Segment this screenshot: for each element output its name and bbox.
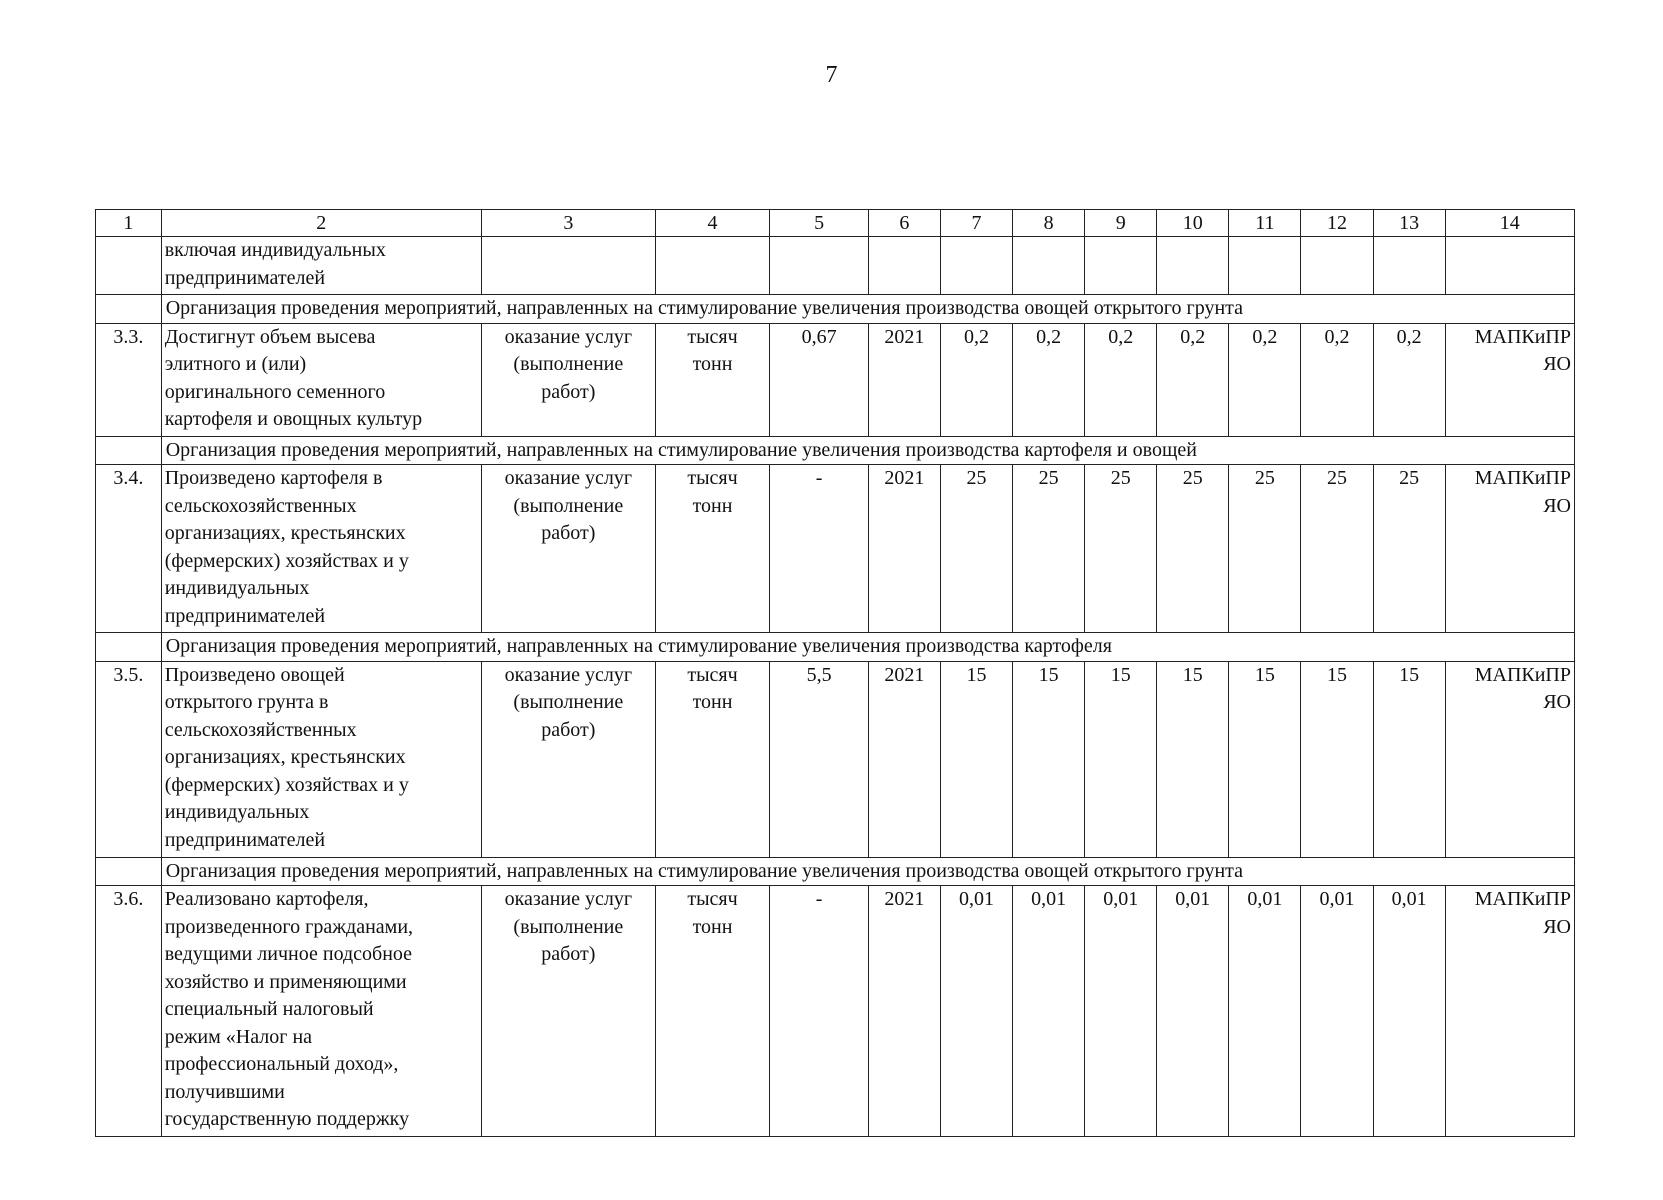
value-cell: 0,01	[1229, 886, 1301, 1137]
text-line: государственную поддержку	[164, 1108, 410, 1130]
cell	[1229, 237, 1301, 295]
text-line: индивидуальных	[164, 577, 310, 599]
text-line: предпринимателей	[164, 266, 326, 289]
column-number: 2	[161, 210, 481, 237]
value-cell: 15	[1157, 661, 1229, 857]
text-line: МАПКиПР	[1474, 663, 1571, 686]
indicator-type	[481, 886, 655, 1137]
text-line: тысяч	[687, 663, 738, 686]
text-line: (фермерских) хозяйствах и у	[164, 549, 409, 572]
unit	[655, 661, 770, 857]
column-number: 9	[1085, 210, 1157, 237]
responsible-org	[1445, 323, 1574, 436]
column-number: 6	[868, 210, 940, 237]
indicator-type	[481, 323, 655, 436]
table-row	[96, 465, 1575, 633]
text-line: работ)	[541, 943, 596, 965]
text-line: Достигнут объем высева	[164, 325, 376, 348]
base-year: 2021	[868, 661, 940, 857]
column-number-row	[96, 210, 1575, 237]
text-line: ЯО	[1543, 353, 1571, 375]
indicator-name	[161, 237, 481, 295]
text-line: МАПКиПР	[1474, 325, 1571, 348]
text-line: оказание услуг	[504, 467, 633, 489]
value-cell: 15	[1013, 661, 1085, 857]
unit	[655, 886, 770, 1137]
row-number-cell	[96, 633, 162, 662]
value-cell: 15	[1301, 661, 1373, 857]
cell	[1085, 237, 1157, 295]
responsible-org	[1445, 886, 1574, 1137]
text-line: произведенного гражданами,	[164, 915, 414, 938]
section-title: Организация проведения мероприятий, направленных на стимулирование увеличения производства овощей открытого грунта	[161, 295, 1574, 324]
text-line: оказание услуг	[504, 663, 633, 686]
text-line: организациях, крестьянских	[164, 522, 406, 544]
text-line: Произведено картофеля в	[164, 467, 383, 489]
table-row	[96, 661, 1575, 857]
cell	[1373, 237, 1445, 295]
text-line: индивидуальных	[164, 801, 310, 823]
text-line: элитного и (или)	[164, 353, 307, 375]
text-line: (выполнение	[513, 915, 624, 938]
text-line: оригинального семенного	[164, 380, 386, 403]
section-title: Организация проведения мероприятий, направленных на стимулирование увеличения производства картофеля и овощей	[161, 436, 1574, 465]
value-cell: 15	[1085, 661, 1157, 857]
text-line: работ)	[541, 522, 596, 544]
section-row	[96, 436, 1575, 465]
text-line: ЯО	[1543, 691, 1571, 713]
value-cell: 0,2	[1157, 323, 1229, 436]
text-line: профессиональный доход»,	[164, 1053, 399, 1075]
text-line: (фермерских) хозяйствах и у	[164, 773, 409, 796]
text-line: Реализовано картофеля,	[164, 888, 369, 910]
text-line: открытого грунта в	[164, 691, 329, 713]
section-row	[96, 633, 1575, 662]
base-year: 2021	[868, 465, 940, 633]
indicator-type	[481, 661, 655, 857]
text-line: сельскохозяйственных	[164, 494, 357, 517]
column-number: 12	[1301, 210, 1373, 237]
row-number-cell	[96, 857, 162, 886]
text-line: (выполнение	[513, 494, 624, 517]
text-line: картофеля и овощных культур	[164, 408, 423, 430]
text-line: предпринимателей	[164, 828, 326, 851]
text-line: оказание услуг	[504, 325, 633, 348]
table-row	[96, 886, 1575, 1137]
text-line: включая индивидуальных	[164, 239, 386, 261]
base-year: 2021	[868, 323, 940, 436]
base-value: 0,67	[770, 323, 869, 436]
value-cell: 0,2	[1013, 323, 1085, 436]
value-cell: 25	[940, 465, 1012, 633]
column-number: 1	[96, 210, 162, 237]
text-line: тонн	[692, 353, 733, 375]
cell	[1013, 237, 1085, 295]
column-number: 7	[940, 210, 1012, 237]
value-cell: 25	[1157, 465, 1229, 633]
value-cell: 25	[1085, 465, 1157, 633]
text-line: тысяч	[687, 325, 738, 348]
indicator-type	[481, 465, 655, 633]
value-cell: 0,01	[1157, 886, 1229, 1137]
value-cell: 0,2	[1085, 323, 1157, 436]
base-year: 2021	[868, 886, 940, 1137]
text-line: режим «Налог на	[164, 1025, 313, 1048]
text-line: тысяч	[687, 467, 738, 489]
row-number: 3.5.	[96, 661, 162, 857]
section-title: Организация проведения мероприятий, направленных на стимулирование увеличения производства картофеля	[161, 633, 1574, 662]
table-row	[96, 323, 1575, 436]
value-cell: 0,2	[1373, 323, 1445, 436]
value-cell: 0,01	[940, 886, 1012, 1137]
text-line: оказание услуг	[504, 888, 633, 910]
indicators-table	[95, 209, 1575, 1137]
value-cell: 15	[940, 661, 1012, 857]
value-cell: 0,01	[1373, 886, 1445, 1137]
row-number-cell	[96, 295, 162, 324]
cell	[1157, 237, 1229, 295]
text-line: организациях, крестьянских	[164, 746, 406, 768]
indicator-name	[161, 886, 481, 1137]
responsible-org	[1445, 465, 1574, 633]
unit	[655, 465, 770, 633]
row-number: 3.4.	[96, 465, 162, 633]
text-line: тысяч	[687, 888, 738, 910]
text-line: предпринимателей	[164, 604, 326, 627]
value-cell: 25	[1229, 465, 1301, 633]
value-cell: 0,2	[1301, 323, 1373, 436]
column-number: 11	[1229, 210, 1301, 237]
indicator-name	[161, 323, 481, 436]
value-cell: 25	[1373, 465, 1445, 633]
text-line: тонн	[692, 691, 733, 713]
indicator-name	[161, 465, 481, 633]
row-number-cell	[96, 237, 162, 295]
value-cell: 0,01	[1013, 886, 1085, 1137]
value-cell: 0,2	[940, 323, 1012, 436]
cell	[481, 237, 655, 295]
text-line: ведущими личное подсобное	[164, 943, 413, 965]
value-cell: 0,01	[1301, 886, 1373, 1137]
base-value: -	[770, 886, 869, 1137]
base-value: -	[770, 465, 869, 633]
cell	[940, 237, 1012, 295]
value-cell: 0,01	[1085, 886, 1157, 1137]
page-number: 7	[825, 62, 838, 88]
cell	[770, 237, 869, 295]
cell	[655, 237, 770, 295]
value-cell: 25	[1013, 465, 1085, 633]
column-number: 13	[1373, 210, 1445, 237]
text-line: получившими	[164, 1080, 285, 1103]
text-line: МАПКиПР	[1474, 467, 1571, 489]
section-row	[96, 295, 1575, 324]
indicator-name	[161, 661, 481, 857]
column-number: 3	[481, 210, 655, 237]
base-value: 5,5	[770, 661, 869, 857]
text-line: сельскохозяйственных	[164, 718, 357, 741]
text-line: тонн	[692, 915, 733, 938]
text-line: хозяйство и применяющими	[164, 970, 407, 993]
text-line: работ)	[541, 380, 596, 403]
value-cell: 25	[1301, 465, 1373, 633]
text-line: специальный налоговый	[164, 998, 374, 1020]
column-number: 5	[770, 210, 869, 237]
row-number: 3.3.	[96, 323, 162, 436]
text-line: работ)	[541, 718, 596, 741]
column-number: 8	[1013, 210, 1085, 237]
unit	[655, 323, 770, 436]
table-row	[96, 237, 1575, 295]
text-line: МАПКиПР	[1474, 888, 1571, 910]
section-row	[96, 857, 1575, 886]
value-cell: 15	[1373, 661, 1445, 857]
text-line: ЯО	[1543, 915, 1571, 938]
responsible-org	[1445, 661, 1574, 857]
text-line: (выполнение	[513, 353, 624, 375]
text-line: Произведено овощей	[164, 663, 345, 686]
section-title: Организация проведения мероприятий, направленных на стимулирование увеличения производства овощей открытого грунта	[161, 857, 1574, 886]
column-number: 14	[1445, 210, 1574, 237]
cell	[868, 237, 940, 295]
value-cell: 15	[1229, 661, 1301, 857]
row-number-cell	[96, 436, 162, 465]
cell	[1445, 237, 1574, 295]
column-number: 10	[1157, 210, 1229, 237]
text-line: ЯО	[1543, 494, 1571, 517]
row-number: 3.6.	[96, 886, 162, 1137]
text-line: тонн	[692, 494, 733, 517]
column-number: 4	[655, 210, 770, 237]
value-cell: 0,2	[1229, 323, 1301, 436]
text-line: (выполнение	[513, 691, 624, 713]
cell	[1301, 237, 1373, 295]
